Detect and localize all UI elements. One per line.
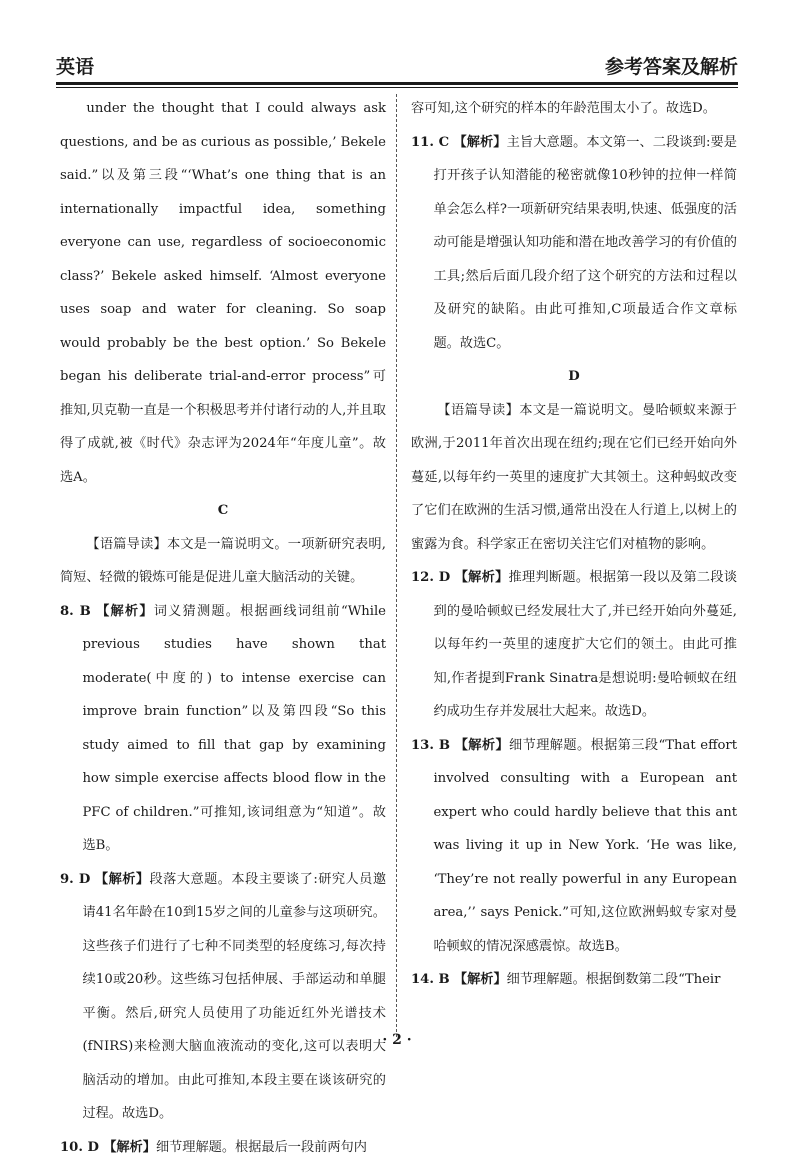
page-header bbox=[56, 52, 738, 80]
passage-b-continuation: under the thought that I could always ask questions, and be as curious as possible,’ Bekele said.”以及第三段“‘What’s one thing that is an internationally impactful idea, something everyone can use, regardless of socioeconomic class?’ Bekele asked himself. ‘Almost everyone uses soap and water for cleaning. So soap would probably be the best option.’ So Bekele began his deliberate trial-and-error process”可推知,贝克勒一直是一个积极思考并付诸行动的人,并且取得了成就,被《时代》杂志评为2024年“年度儿童”。故选A。 bbox=[60, 92, 386, 494]
answer-10 bbox=[60, 1131, 386, 1164]
left-column bbox=[60, 92, 386, 1164]
answer-13 bbox=[411, 729, 737, 964]
answer-13-number: 13. B bbox=[411, 738, 450, 753]
header-rule-thin bbox=[56, 87, 738, 88]
answer-9-text: 段落大意题。本段主要谈了:研究人员邀请41名年龄在10到15岁之间的儿童参与这项研究。这些孩子们进行了七种不同类型的轻度练习,每次持续10或20秒。这些练习包括伸展、手部运动和单腿平衡。然后,研究人员使用了功能近红外光谱技术(fNIRS)来检测大脑血液流动的变化,这可以表明大脑活动的增加。由此可推知,本段主要在谈该研究的过程。故选D。 bbox=[82, 872, 386, 1122]
column-divider bbox=[396, 94, 397, 1037]
answer-10-number: 10. D bbox=[60, 1140, 99, 1155]
answer-8-tag: 【解析】 bbox=[96, 604, 154, 619]
answer-12-tag: 【解析】 bbox=[455, 570, 509, 585]
answer-8-text: 词义猜测题。根据画线词组前“While previous studies have shown that moderate(中度的) to intense exercise can improve brain function”以及第四段“So this study aimed to fill that gap by examining how simple exercise affects blood flow in the PFC of children.”可推知,该词组意为“知道”。故选B。 bbox=[82, 604, 386, 854]
answer-8-number: 8. B bbox=[60, 604, 91, 619]
answer-10-tag: 【解析】 bbox=[103, 1140, 156, 1155]
answer-9-number: 9. D bbox=[60, 872, 90, 887]
header-rule-thick bbox=[56, 82, 738, 85]
answer-11-number: 11. C bbox=[411, 135, 449, 150]
section-d-guide: 【语篇导读】本文是一篇说明文。曼哈顿蚁来源于欧洲,于2011年首次出现在纽约;现在它们已经开始向外蔓延,以每年约一英里的速度扩大其领土。这种蚂蚁改变了它们在欧洲的生活习惯,通常出没在人行道上,以树上的蜜露为食。科学家正在密切关注它们对植物的影响。 bbox=[411, 394, 737, 562]
answer-14-number: 14. B bbox=[411, 972, 450, 987]
right-column bbox=[411, 92, 737, 997]
subject-label: 英语 bbox=[56, 52, 94, 79]
answer-12-number: 12. D bbox=[411, 570, 450, 585]
section-c-title: C bbox=[60, 494, 386, 528]
answer-14-tag: 【解析】 bbox=[454, 972, 507, 987]
answer-14 bbox=[411, 963, 737, 997]
answer-12-text: 推理判断题。根据第一段以及第二段谈到的曼哈顿蚁已经发展壮大了,并已经开始向外蔓延,以每年约一英里的速度扩大它们的领土。由此可推知,作者提到Frank Sinatra是想说明:曼哈顿蚁在纽约成功生存并发展壮大起来。故选D。 bbox=[433, 570, 737, 719]
answer-10-continuation: 容可知,这个研究的样本的年龄范围太小了。故选D。 bbox=[411, 92, 737, 126]
answer-12 bbox=[411, 561, 737, 729]
page-number: · 2 · bbox=[0, 1032, 794, 1048]
answer-11 bbox=[411, 126, 737, 361]
answer-11-text: 主旨大意题。本文第一、二段谈到:要是打开孩子认知潜能的秘密就像10秒钟的拉伸一样简单会怎么样?一项新研究结果表明,快速、低强度的活动可能是增强认知功能和潜在地改善学习的有价值的工具;然后后面几段介绍了这个研究的方法和过程以及研究的缺陷。由此可推知,C项最适合作文章标题。故选C。 bbox=[433, 135, 737, 351]
section-c-guide: 【语篇导读】本文是一篇说明文。一项新研究表明,简短、轻微的锻炼可能是促进儿童大脑活动的关键。 bbox=[60, 528, 386, 595]
answer-10-text: 细节理解题。根据最后一段前两句内 bbox=[156, 1140, 367, 1155]
section-d-title: D bbox=[411, 360, 737, 394]
answer-9 bbox=[60, 863, 386, 1131]
answer-8 bbox=[60, 595, 386, 863]
answer-9-tag: 【解析】 bbox=[95, 872, 150, 887]
document-title: 参考答案及解析 bbox=[605, 52, 738, 79]
answer-13-tag: 【解析】 bbox=[455, 738, 509, 753]
answer-14-text: 细节理解题。根据倒数第二段“Their bbox=[507, 972, 721, 987]
answer-11-tag: 【解析】 bbox=[453, 135, 506, 150]
answer-13-text: 细节理解题。根据第三段“That effort involved consulting with a European ant expert who could hardly believe that this ant was living it up in New York. ‘He was like, ‘They’re not really powerful in any European area,’’ says Penick.”可知,这位欧洲蚂蚁专家对曼哈顿蚁的情况深感震惊。故选B。 bbox=[433, 738, 737, 954]
